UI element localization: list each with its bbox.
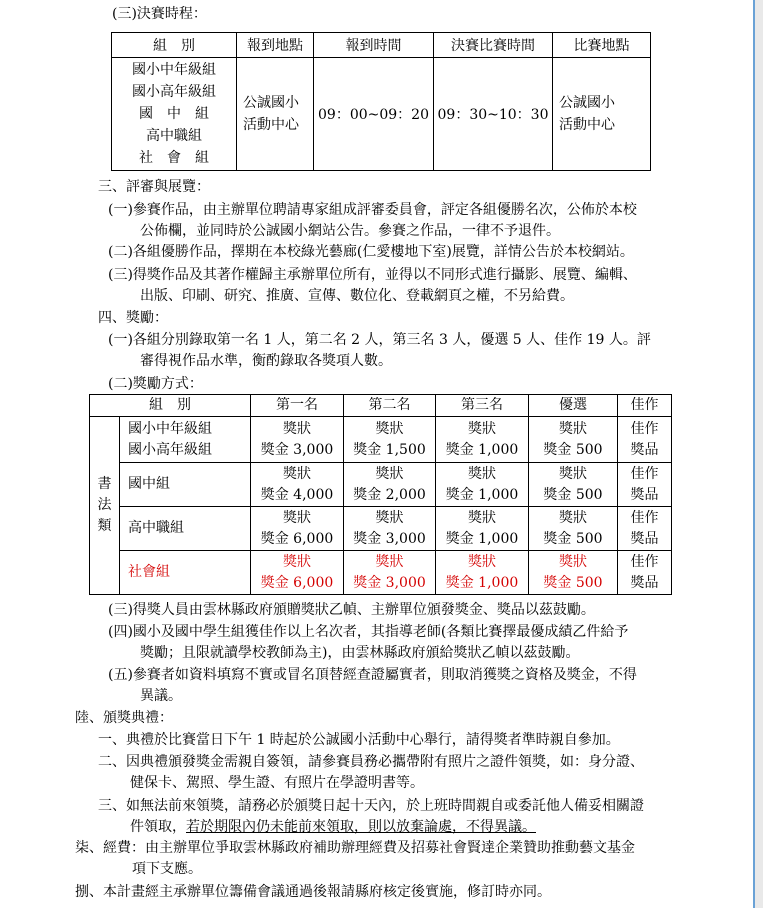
award-cell bbox=[436, 507, 529, 551]
award-group-line: 國小高年級組 bbox=[128, 441, 212, 458]
schedule-header-final-time: 決賽比賽時間 bbox=[434, 33, 553, 58]
checkin-time-cell: 09：00~09：20 bbox=[314, 58, 434, 171]
award-row-group bbox=[120, 417, 251, 463]
awards-item5-line2: 異議。 bbox=[140, 688, 182, 704]
page-edge-line bbox=[753, 0, 755, 908]
category-char: 書 bbox=[97, 476, 112, 492]
schedule-group: 高中職組 bbox=[146, 128, 202, 144]
award-prize: 獎金 6,000 bbox=[260, 574, 334, 591]
award-cell bbox=[251, 551, 344, 595]
award-header-third: 第三名 bbox=[436, 395, 529, 417]
award-cell bbox=[436, 463, 529, 507]
award-prize: 獎金 1,000 bbox=[445, 530, 519, 547]
schedule-heading: (三)決賽時程： bbox=[112, 6, 207, 22]
award-cert: 獎狀 bbox=[283, 553, 311, 570]
schedule-header-checkin-time: 報到時間 bbox=[314, 33, 434, 58]
judging-item1-line2: 公佈欄，並同時於公誠國小網站公告。參賽之作品，一律不予退件。 bbox=[140, 223, 560, 239]
judging-heading: 三、評審與展覽： bbox=[98, 179, 210, 195]
award-prize: 獎金 1,000 bbox=[445, 574, 519, 591]
award-cell bbox=[251, 463, 344, 507]
award-cert: 獎狀 bbox=[283, 509, 311, 526]
category-cell bbox=[90, 417, 120, 595]
award-prize: 獎金 1,500 bbox=[353, 441, 426, 458]
award-prize: 獎品 bbox=[630, 441, 659, 458]
schedule-header-venue: 比賽地點 bbox=[553, 33, 651, 58]
award-cell bbox=[436, 551, 529, 595]
award-cell bbox=[618, 507, 672, 551]
judging-item1-line1: (一)參賽作品，由主辦單位聘請專家組成評審委員會，評定各組優勝名次，公佈於本校 bbox=[108, 202, 637, 218]
schedule-group: 國 中 組 bbox=[139, 106, 209, 122]
award-cert: 獎狀 bbox=[375, 509, 404, 526]
awards-item1-line1: (一)各組分別錄取第一名 1 人，第二名 2 人，第三名 3 人，優選 5 人、佳作 19 人。評 bbox=[108, 332, 651, 348]
award-cell bbox=[618, 551, 672, 595]
ceremony-item3-underlined: 若於期限內仍未能前來領取，則以放棄論處，不得異議。 bbox=[186, 819, 536, 835]
award-prize: 獎金 6,000 bbox=[260, 530, 334, 547]
judging-item2: (二)各組優勝作品，擇期在本校綠光藝廊(仁愛樓地下室)展覽，詳情公告於本校網站。 bbox=[108, 244, 634, 260]
award-table bbox=[89, 394, 672, 595]
award-cell bbox=[529, 417, 618, 463]
award-cert: 獎狀 bbox=[375, 553, 404, 570]
schedule-header-checkin-location: 報到地點 bbox=[237, 33, 314, 58]
award-header-merit: 優選 bbox=[529, 395, 618, 417]
award-row-group bbox=[120, 551, 251, 595]
funding-line2: 項下支應。 bbox=[132, 861, 202, 877]
awards-heading: 四、獎勵： bbox=[98, 310, 168, 326]
award-group-line: 國中組 bbox=[128, 476, 170, 492]
award-header-second: 第二名 bbox=[344, 395, 436, 417]
award-prize: 獎品 bbox=[630, 530, 659, 547]
final-time-cell: 09：30~10：30 bbox=[434, 58, 553, 171]
venue-cell bbox=[553, 58, 651, 171]
award-cell bbox=[344, 551, 436, 595]
category-char: 法 bbox=[97, 497, 112, 513]
judging-item3-line2: 出版、印刷、研究、推廣、宣傳、數位化、登載網頁之權，不另給費。 bbox=[140, 288, 574, 304]
award-cell bbox=[618, 463, 672, 507]
award-cell bbox=[251, 507, 344, 551]
award-prize: 獎金 500 bbox=[543, 574, 603, 591]
award-cell bbox=[529, 507, 618, 551]
checkin-location-line: 公誠國小 bbox=[243, 95, 299, 111]
schedule-group: 社 會 組 bbox=[139, 150, 209, 166]
award-cert: 獎狀 bbox=[375, 420, 404, 437]
checkin-location-cell bbox=[237, 58, 314, 171]
award-cert: 佳作 bbox=[630, 509, 659, 526]
window-scrollbar[interactable] bbox=[754, 0, 763, 908]
award-group-line: 社會組 bbox=[128, 564, 170, 580]
award-cell bbox=[529, 463, 618, 507]
funding-line1: 柒、經費：由主辦單位爭取雲林縣政府補助辦理經費及招募社會賢達企業贊助推動藝文基金 bbox=[75, 840, 635, 856]
awards-item5-line1: (五)參賽者如資料填寫不實或冒名頂替經查證屬實者，則取消獲獎之資格及獎金，不得 bbox=[108, 667, 637, 683]
award-prize: 獎金 500 bbox=[543, 441, 603, 458]
award-cert: 佳作 bbox=[630, 420, 659, 437]
award-cert: 獎狀 bbox=[375, 465, 404, 482]
ceremony-item1: 一、典禮於比賽當日下午 1 時起於公誠國小活動中心舉行，請得獎者準時親自參加。 bbox=[98, 732, 620, 748]
schedule-header-group: 組 別 bbox=[112, 33, 237, 58]
award-prize: 獎金 1,000 bbox=[445, 441, 519, 458]
award-cert: 佳作 bbox=[630, 553, 659, 570]
awards-item2: (二)獎勵方式： bbox=[108, 376, 203, 392]
award-cell bbox=[436, 417, 529, 463]
schedule-group: 國小中年級組 bbox=[132, 62, 216, 78]
ceremony-item2-line2: 健保卡、駕照、學生證、有照片在學證明書等。 bbox=[130, 775, 424, 791]
ceremony-item3-line2 bbox=[130, 817, 536, 837]
award-group-line: 高中職組 bbox=[128, 520, 184, 536]
section8-text: 捌、本計畫經主承辦單位籌備會議通過後報請縣府核定後實施，修訂時亦同。 bbox=[75, 884, 551, 900]
award-cell bbox=[529, 551, 618, 595]
ceremony-item3-line1: 三、如無法前來領獎，請務必於頒獎日起十天內，於上班時間親自或委託他人備妥相關證 bbox=[98, 798, 644, 814]
award-header-honorable: 佳作 bbox=[618, 395, 672, 417]
award-cell bbox=[251, 417, 344, 463]
awards-item1-line2: 審得視作品水準，衡酌錄取各獎項人數。 bbox=[140, 353, 392, 369]
schedule-table bbox=[111, 32, 651, 171]
award-group-line: 國小中年級組 bbox=[128, 420, 212, 437]
awards-item3: (三)得獎人員由雲林縣政府頒贈獎狀乙幀、主辦單位頒發獎金、獎品以茲鼓勵。 bbox=[108, 602, 595, 618]
award-cert: 獎狀 bbox=[283, 465, 311, 482]
awards-item4-line2: 獎勵；且限就讀學校教師為主)，由雲林縣政府頒給獎狀乙幀以茲鼓勵。 bbox=[140, 645, 580, 661]
category-char: 類 bbox=[97, 518, 112, 534]
award-cert: 獎狀 bbox=[559, 553, 587, 570]
award-cert: 獎狀 bbox=[559, 420, 587, 437]
venue-line: 活動中心 bbox=[559, 117, 615, 133]
award-row-group bbox=[120, 507, 251, 551]
award-prize: 獎金 2,000 bbox=[353, 486, 426, 503]
schedule-groups-cell bbox=[112, 58, 237, 171]
award-cert: 獎狀 bbox=[468, 553, 496, 570]
award-cert: 獎狀 bbox=[559, 509, 587, 526]
awards-item4-line1: (四)國小及國中學生組獲佳作以上名次者，其指導老師(各類比賽擇最優成績乙件給予 bbox=[108, 624, 629, 640]
award-prize: 獎品 bbox=[630, 574, 659, 591]
ceremony-heading: 陸、頒獎典禮： bbox=[75, 710, 173, 726]
award-prize: 獎金 3,000 bbox=[353, 530, 426, 547]
award-cell bbox=[618, 417, 672, 463]
award-header-group: 組 別 bbox=[90, 395, 251, 417]
award-prize: 獎金 1,000 bbox=[445, 486, 519, 503]
award-prize: 獎品 bbox=[630, 486, 659, 503]
award-prize: 獎金 3,000 bbox=[260, 441, 334, 458]
award-prize: 獎金 3,000 bbox=[353, 574, 426, 591]
award-cert: 獎狀 bbox=[468, 465, 496, 482]
award-prize: 獎金 500 bbox=[543, 530, 603, 547]
award-prize: 獎金 4,000 bbox=[260, 486, 334, 503]
venue-line: 公誠國小 bbox=[559, 95, 615, 111]
award-row-group bbox=[120, 463, 251, 507]
ceremony-item3-text: 件領取， bbox=[130, 819, 186, 835]
award-cert: 獎狀 bbox=[468, 420, 496, 437]
award-cert: 獎狀 bbox=[468, 509, 496, 526]
award-cert: 獎狀 bbox=[559, 465, 587, 482]
award-cell bbox=[344, 507, 436, 551]
award-prize: 獎金 500 bbox=[543, 486, 603, 503]
judging-item3-line1: (三)得獎作品及其著作權歸主承辦單位所有，並得以不同形式進行攝影、展覽、編輯、 bbox=[108, 267, 637, 283]
checkin-location-line: 活動中心 bbox=[243, 117, 299, 133]
award-header-first: 第一名 bbox=[251, 395, 344, 417]
award-cert: 獎狀 bbox=[283, 420, 311, 437]
schedule-group: 國小高年級組 bbox=[132, 84, 216, 100]
award-cell bbox=[344, 417, 436, 463]
award-cert: 佳作 bbox=[630, 465, 659, 482]
ceremony-item2-line1: 二、因典禮頒發獎金需親自簽領，請參賽員務必攜帶附有照片之證件領獎，如：身分證、 bbox=[98, 754, 644, 770]
award-cell bbox=[344, 463, 436, 507]
